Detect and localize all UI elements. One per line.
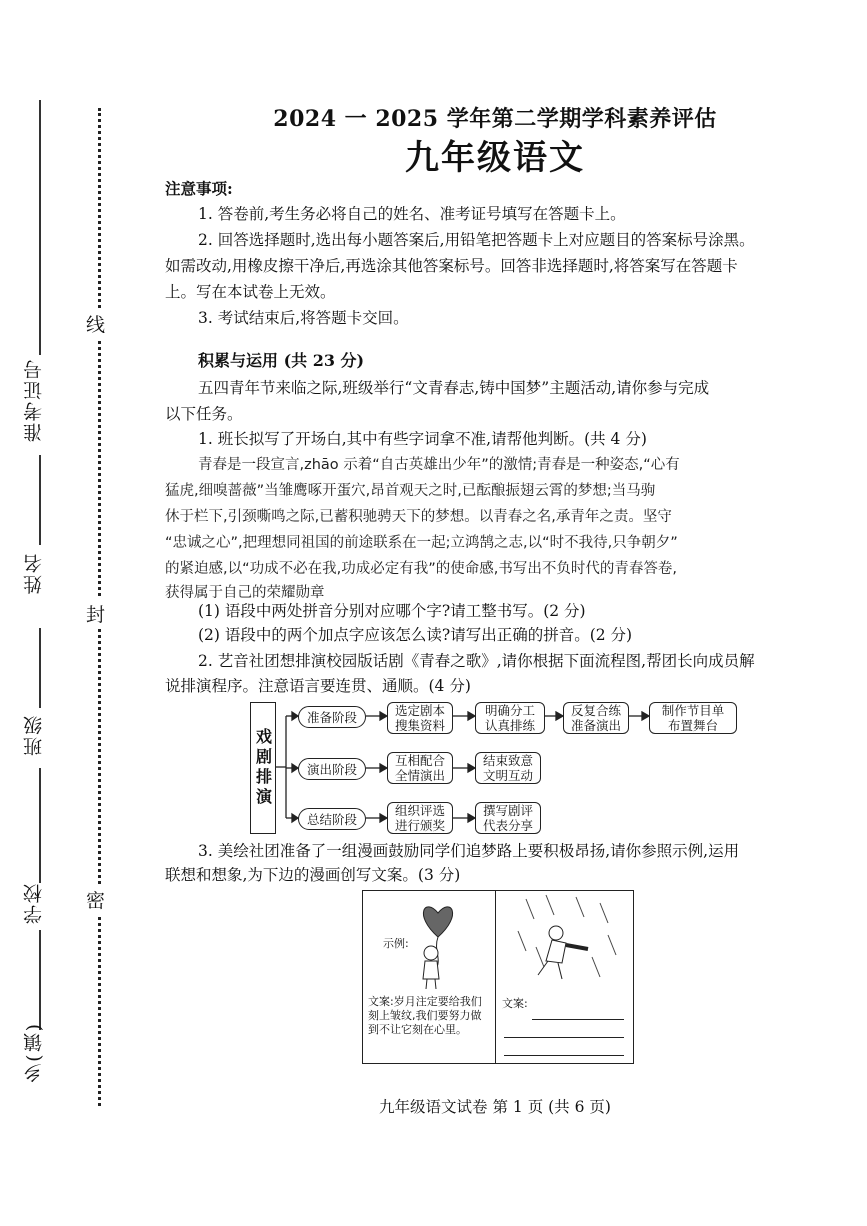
question-3: 3. 美绘社团准备了一组漫画鼓励同学们追梦路上要积极昂扬,请你参照示例,运用 [198, 842, 740, 860]
note-item: 2. 回答选择题时,选出每小题答案后,用铅笔把答题卡上对应题目的答案标号涂黑。 [198, 231, 755, 249]
note-item: 1. 答卷前,考生务必将自己的姓名、准考证号填写在答题卡上。 [198, 205, 626, 223]
flowchart-root: 戏剧排演 [250, 702, 276, 834]
passage-line: 获得属于自己的荣耀勋章 [165, 585, 325, 601]
margin-line [39, 768, 41, 883]
page-footer: 九年级语文试卷 第 1 页 (共 6 页) [379, 1098, 611, 1116]
passage-line: 青春是一段宣言,zhāo 示着“自古英雄出少年”的激情;青春是一种姿态,“心有 [198, 457, 680, 473]
notes-heading: 注意事项: [165, 179, 233, 198]
answer-line[interactable] [504, 1055, 624, 1056]
passage-line: 猛虎,细嗅蔷薇”当雏鹰啄开蛋穴,昂首观天之时,已酝酿振翅云霄的梦想;当马驹 [165, 483, 656, 499]
summary-step: 组织评选 进行颁奖 [387, 802, 453, 834]
seal-char-feng: 封 [86, 598, 105, 629]
stage-summary: 总结阶段 [298, 808, 366, 830]
prep-step: 选定剧本 搜集资料 [387, 702, 453, 734]
prep-step: 明确分工 认真排练 [475, 702, 545, 734]
example-caption: 文案:岁月注定要给我们刻上皱纹,我们要努力做到不让它刻在心里。 [368, 995, 482, 1036]
section-heading: 积累与运用 (共 23 分) [198, 351, 365, 370]
section-intro: 五四青年节来临之际,班级举行“文青春志,铸中国梦”主题活动,请你参与完成 [198, 379, 710, 397]
passage-line: 的紧迫感,以“功成不必在我,功成必定有我”的使命感,书写出不负时代的青春答卷, [165, 561, 677, 577]
answer-line[interactable] [504, 1037, 624, 1038]
blank-caption-label: 文案: [502, 997, 528, 1010]
comic-blank [496, 891, 633, 1063]
answer-line[interactable] [532, 1019, 624, 1020]
perform-step: 互相配合 全情演出 [387, 752, 453, 784]
stage-perform: 演出阶段 [298, 758, 366, 780]
flowchart [250, 702, 740, 834]
margin-line [39, 628, 41, 708]
class-label: 班级 [23, 714, 45, 756]
question-3: 联想和想象,为下边的漫画创写文案。(3 分) [165, 866, 461, 884]
margin-line [39, 930, 41, 1030]
exam-title: 2024 一 2025 学年第二学期学科素养评估 [273, 106, 717, 132]
summary-step: 撰写剧评 代表分享 [475, 802, 541, 834]
name-label: 姓名 [23, 552, 45, 594]
section-intro: 以下任务。 [165, 405, 243, 423]
question-2: 2. 艺音社团想排演校园版话剧《青春之歌》,请你根据下面流程图,帮团长向成员解 [198, 652, 755, 670]
note-item: 3. 考试结束后,将答题卡交回。 [198, 309, 409, 327]
note-item: 如需改动,用橡皮擦干净后,再选涂其他答案标号。回答非选择题时,将答案写在答题卡 [165, 257, 738, 275]
margin-line [39, 100, 41, 355]
prep-step: 制作节目单 布置舞台 [649, 702, 737, 734]
passage-line: 休于栏下,引颈嘶鸣之际,已蓄积驰骋天下的梦想。以青春之名,承青年之责。坚守 [165, 509, 672, 525]
school-label: 学校 [23, 882, 45, 924]
question-2: 说排演程序。注意语言要连贯、通顺。(4 分) [165, 677, 471, 695]
comic-example [363, 891, 496, 1063]
prep-step: 反复合练 准备演出 [563, 702, 629, 734]
passage-line: “忠诚之心”,把理想同祖国的前途联系在一起;立鸿鹄之志,以“时不我待,只争朝夕” [165, 535, 678, 551]
question-1: 1. 班长拟写了开场白,其中有些字词拿不准,请帮他判断。(共 4 分) [198, 430, 647, 448]
exam-number-label: 准考证号 [23, 358, 45, 442]
margin-line [39, 455, 41, 545]
town-label: 乡(镇) [23, 1022, 45, 1083]
perform-step: 结束致意 文明互动 [475, 752, 541, 784]
question-1-sub-2: (2) 语段中的两个加点字应该怎么读?请写出正确的拼音。(2 分) [198, 626, 633, 644]
seal-char-mi: 密 [86, 884, 105, 915]
example-label: 示例: [383, 937, 409, 950]
running-in-rain-illustration [496, 891, 633, 987]
seal-char-xian: 线 [86, 308, 105, 339]
note-item: 上。写在本试卷上无效。 [165, 283, 336, 301]
stage-prepare: 准备阶段 [298, 706, 366, 728]
subject-title: 九年级语文 [405, 138, 585, 178]
comic-panel [362, 890, 634, 1064]
question-1-sub-1: (1) 语段中两处拼音分别对应哪个字?请工整书写。(2 分) [198, 602, 586, 620]
